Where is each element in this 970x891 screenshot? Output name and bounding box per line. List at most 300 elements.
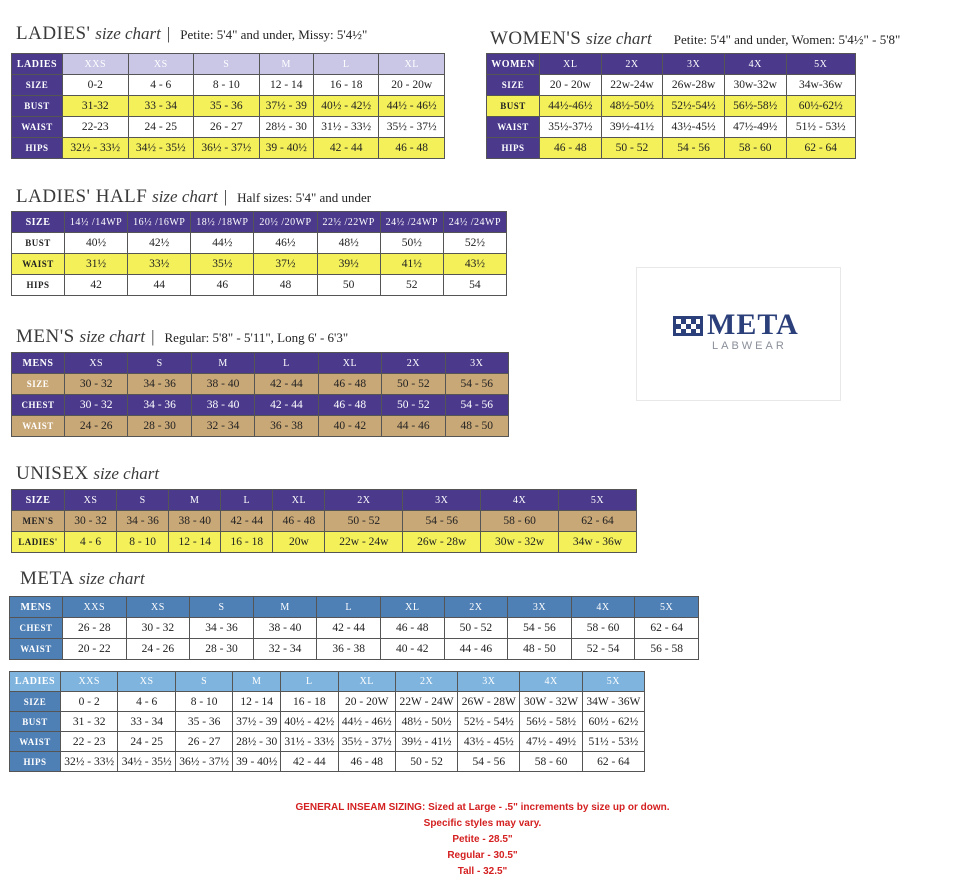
table-header-row [10, 672, 645, 692]
table-row [487, 138, 856, 159]
table-cell: 43½ - 45½ [458, 732, 520, 752]
half-sub: Half sizes: 5'4" and under [237, 190, 372, 205]
table-cell: 34 - 36 [117, 511, 169, 532]
table-row [12, 233, 507, 254]
table-cell: 42½ [128, 233, 191, 254]
footer-line-3: Petite - 28.5" [452, 834, 513, 845]
table-row [12, 138, 445, 159]
column-header: XS [126, 597, 190, 618]
row-label: WAIST [10, 639, 63, 660]
column-header: 22½ /22WP [317, 212, 380, 233]
table-cell: 46½ [254, 233, 317, 254]
table-cell: 16 - 18 [281, 692, 338, 712]
table-header-row [12, 212, 507, 233]
table-cell: 44 - 46 [444, 639, 508, 660]
table-row [10, 618, 699, 639]
table-cell: 52 - 54 [571, 639, 635, 660]
table-cell: 54 - 56 [508, 618, 572, 639]
table-row [10, 732, 645, 752]
half-title: LADIES' HALF [16, 186, 148, 207]
column-header: 16½ /16WP [128, 212, 191, 233]
table-cell: 62 - 64 [635, 618, 699, 639]
footer-line-5: Tall - 32.5" [457, 866, 508, 877]
table-cell: 42 - 44 [317, 618, 381, 639]
column-header: 3X [663, 54, 725, 75]
column-header: M [233, 672, 281, 692]
row-label: SIZE [12, 75, 63, 96]
column-header: XXS [61, 672, 118, 692]
table-cell: 31-32 [63, 96, 129, 117]
table-cell: 20 - 20W [338, 692, 395, 712]
table-cell: 44 - 46 [382, 416, 445, 437]
row-label: SIZE [10, 692, 61, 712]
column-header: 20½ /20WP [254, 212, 317, 233]
table-cell: 34 - 36 [128, 374, 191, 395]
table-cell: 26 - 27 [175, 732, 232, 752]
table-cell: 42 - 44 [281, 752, 338, 772]
table-cell: 38 - 40 [191, 374, 254, 395]
table-cell: 20 - 22 [63, 639, 127, 660]
table-row [12, 117, 445, 138]
column-header: 4X [520, 672, 582, 692]
row-label: LADIES' [12, 532, 65, 553]
row-label: HIPS [487, 138, 540, 159]
table-cell: 0 - 2 [61, 692, 118, 712]
table-cell: 48½ [317, 233, 380, 254]
table-cell: 50 - 52 [382, 395, 445, 416]
table-cell: 41½ [380, 254, 443, 275]
table-cell: 36 - 38 [255, 416, 318, 437]
row-label: WAIST [487, 117, 540, 138]
table-cell: 24 - 26 [126, 639, 190, 660]
row-label: MENS [12, 353, 65, 374]
table-cell: 51½ - 53½ [786, 117, 856, 138]
men-italic: size chart [79, 327, 146, 346]
table-cell: 39 - 40½ [233, 752, 281, 772]
table-cell: 30 - 32 [65, 395, 128, 416]
table-cell: 22w-24w [601, 75, 663, 96]
column-header: M [259, 54, 313, 75]
table-cell: 62 - 64 [559, 511, 637, 532]
table-header-row [12, 490, 637, 511]
table-cell: 32½ - 33½ [61, 752, 118, 772]
table-cell: 48 [254, 275, 317, 296]
table-cell: 36½ - 37½ [175, 752, 232, 772]
column-header: XXS [63, 54, 129, 75]
row-label: BUST [12, 233, 65, 254]
column-header: L [221, 490, 273, 511]
table-cell: 35½-37½ [540, 117, 602, 138]
table-row [12, 511, 637, 532]
table-row [12, 254, 507, 275]
table-cell: 30 - 32 [126, 618, 190, 639]
half-italic: size chart [152, 187, 218, 206]
table-row [12, 75, 445, 96]
table-cell: 34w-36w [786, 75, 856, 96]
table-row [10, 639, 699, 660]
table-row [10, 712, 645, 732]
ladies-size-table [11, 53, 445, 159]
table-cell: 37½ - 39 [259, 96, 313, 117]
table-cell: 35½ - 37½ [379, 117, 445, 138]
table-cell: 50 [317, 275, 380, 296]
unisex-italic: size chart [93, 464, 160, 483]
column-header: 4X [724, 54, 786, 75]
row-label: BUST [12, 96, 63, 117]
table-cell: 35 - 36 [194, 96, 260, 117]
table-cell: 20w [273, 532, 325, 553]
table-cell: 52½-54½ [663, 96, 725, 117]
table-cell: 28½ - 30 [259, 117, 313, 138]
row-label: WAIST [10, 732, 61, 752]
unisex-size-table [11, 489, 637, 553]
column-header: S [175, 672, 232, 692]
table-cell: 58 - 60 [724, 138, 786, 159]
ladies-italic: size chart [95, 24, 161, 43]
column-header: S [117, 490, 169, 511]
column-header: 14½ /14WP [65, 212, 128, 233]
table-cell: 56 - 58 [635, 639, 699, 660]
table-row [10, 752, 645, 772]
table-header-row [10, 597, 699, 618]
column-header: L [313, 54, 379, 75]
row-label: BUST [487, 96, 540, 117]
meta-mens-table [9, 596, 699, 660]
table-cell: 50 - 52 [325, 511, 403, 532]
table-cell: 30 - 32 [65, 511, 117, 532]
table-cell: 51½ - 53½ [582, 732, 644, 752]
table-cell: 42 [65, 275, 128, 296]
table-cell: 42 - 44 [255, 395, 318, 416]
column-header: XS [128, 54, 194, 75]
table-cell: 30W - 32W [520, 692, 582, 712]
column-header: M [253, 597, 317, 618]
table-cell: 35 - 36 [175, 712, 232, 732]
table-cell: 30w - 32w [481, 532, 559, 553]
table-cell: 32 - 34 [191, 416, 254, 437]
column-header: 3X [445, 353, 508, 374]
table-cell: 62 - 64 [582, 752, 644, 772]
table-cell: 52 [380, 275, 443, 296]
row-label: LADIES [10, 672, 61, 692]
column-header: 2X [395, 672, 457, 692]
table-cell: 8 - 10 [194, 75, 260, 96]
table-row [12, 275, 507, 296]
table-cell: 42 - 44 [313, 138, 379, 159]
column-header: M [191, 353, 254, 374]
men-sub: Regular: 5'8" - 5'11", Long 6' - 6'3" [164, 330, 349, 345]
table-cell: 48½-50½ [601, 96, 663, 117]
table-cell: 40 - 42 [318, 416, 381, 437]
logo-brand: META [707, 308, 799, 341]
ladies-sub: Petite: 5'4" and under, Missy: 5'4½" [180, 27, 368, 42]
table-row [10, 692, 645, 712]
table-cell: 34 - 36 [128, 395, 191, 416]
column-header: XS [118, 672, 175, 692]
table-cell: 28½ - 30 [233, 732, 281, 752]
table-cell: 31½ [65, 254, 128, 275]
table-cell: 46 - 48 [318, 374, 381, 395]
table-cell: 48½ - 50½ [395, 712, 457, 732]
half-size-table [11, 211, 507, 296]
column-header: 24½ /24WP [380, 212, 443, 233]
row-label: MENS [10, 597, 63, 618]
table-cell: 52½ [443, 233, 506, 254]
row-label: CHEST [12, 395, 65, 416]
table-cell: 20 - 20w [540, 75, 602, 96]
column-header: 2X [382, 353, 445, 374]
column-header: XL [380, 597, 444, 618]
column-header: XS [65, 490, 117, 511]
table-cell: 42 - 44 [255, 374, 318, 395]
column-header: 18½ /18WP [191, 212, 254, 233]
table-cell: 43½ [443, 254, 506, 275]
row-label: SIZE [12, 212, 65, 233]
table-cell: 37½ - 39 [233, 712, 281, 732]
women-italic: size chart [586, 29, 652, 48]
table-cell: 35½ [191, 254, 254, 275]
column-header: XL [318, 353, 381, 374]
column-header: S [128, 353, 191, 374]
table-cell: 54 [443, 275, 506, 296]
table-cell: 8 - 10 [175, 692, 232, 712]
table-cell: 48 - 50 [508, 639, 572, 660]
table-cell: 12 - 14 [169, 532, 221, 553]
table-cell: 30 - 32 [65, 374, 128, 395]
table-cell: 36 - 38 [317, 639, 381, 660]
table-cell: 31½ - 33½ [281, 732, 338, 752]
table-cell: 0-2 [63, 75, 129, 96]
table-cell: 46 - 48 [273, 511, 325, 532]
table-cell: 26 - 28 [63, 618, 127, 639]
table-cell: 44½ [191, 233, 254, 254]
column-header: L [255, 353, 318, 374]
table-cell: 44½-46½ [540, 96, 602, 117]
table-row [12, 96, 445, 117]
table-cell: 28 - 30 [128, 416, 191, 437]
row-label: SIZE [12, 374, 65, 395]
table-cell: 35½ - 37½ [338, 732, 395, 752]
column-header: 2X [601, 54, 663, 75]
table-cell: 8 - 10 [117, 532, 169, 553]
column-header: 4X [571, 597, 635, 618]
table-cell: 44 [128, 275, 191, 296]
table-cell: 38 - 40 [191, 395, 254, 416]
table-cell: 54 - 56 [663, 138, 725, 159]
table-cell: 39 - 40½ [259, 138, 313, 159]
table-cell: 31½ - 33½ [313, 117, 379, 138]
table-cell: 39½ - 41½ [395, 732, 457, 752]
row-label: SIZE [487, 75, 540, 96]
table-cell: 54 - 56 [445, 374, 508, 395]
table-header-row [12, 54, 445, 75]
table-cell: 4 - 6 [128, 75, 194, 96]
column-header: XS [65, 353, 128, 374]
table-cell: 40½ - 42½ [313, 96, 379, 117]
column-header: 24½ /24WP [443, 212, 506, 233]
table-cell: 50½ [380, 233, 443, 254]
meta-ladies-table [9, 671, 645, 772]
table-cell: 30w-32w [724, 75, 786, 96]
meta-italic: size chart [79, 569, 145, 588]
column-header: 2X [444, 597, 508, 618]
table-cell: 47½ - 49½ [520, 732, 582, 752]
meta-title: META [20, 568, 75, 589]
table-cell: 40 - 42 [380, 639, 444, 660]
table-cell: 22-23 [63, 117, 129, 138]
footer-line-1: GENERAL INSEAM SIZING: Sized at Large - .5" increments by size up or down. [295, 802, 670, 813]
table-cell: 42 - 44 [221, 511, 273, 532]
table-cell: 34w - 36w [559, 532, 637, 553]
row-label: HIPS [12, 138, 63, 159]
table-cell: 58 - 60 [481, 511, 559, 532]
column-header: M [169, 490, 221, 511]
table-cell: 37½ [254, 254, 317, 275]
meta-labwear-logo [636, 267, 841, 401]
table-cell: 50 - 52 [395, 752, 457, 772]
table-cell: 34½ - 35½ [128, 138, 194, 159]
table-cell: 36½ - 37½ [194, 138, 260, 159]
row-label: SIZE [12, 490, 65, 511]
column-header: S [194, 54, 260, 75]
women-heading [490, 27, 900, 51]
logo-tagline: LABWEAR [712, 340, 787, 352]
table-row [12, 395, 509, 416]
table-cell: 26W - 28W [458, 692, 520, 712]
table-cell: 34 - 36 [190, 618, 254, 639]
women-size-table [486, 53, 856, 159]
table-cell: 60½-62½ [786, 96, 856, 117]
row-label: HIPS [12, 275, 65, 296]
table-cell: 33½ [128, 254, 191, 275]
table-cell: 56½-58½ [724, 96, 786, 117]
table-cell: 22w - 24w [325, 532, 403, 553]
table-row [487, 117, 856, 138]
table-cell: 28 - 30 [190, 639, 254, 660]
table-cell: 56½ - 58½ [520, 712, 582, 732]
table-cell: 54 - 56 [445, 395, 508, 416]
table-row [12, 374, 509, 395]
table-cell: 16 - 18 [221, 532, 273, 553]
row-label: WAIST [12, 117, 63, 138]
table-cell: 24 - 25 [128, 117, 194, 138]
men-heading: MEN'S size chart | Regular: 5'8" - 5'11", Long 6' - 6'3" [16, 326, 349, 347]
half-heading: LADIES' HALF size chart | Half sizes: 5'4" and under [16, 186, 372, 207]
men-size-table [11, 352, 509, 437]
table-cell: 20 - 20w [379, 75, 445, 96]
table-cell: 40½ - 42½ [281, 712, 338, 732]
column-header: XXS [63, 597, 127, 618]
table-cell: 32½ - 33½ [63, 138, 129, 159]
table-header-row [12, 353, 509, 374]
table-cell: 52½ - 54½ [458, 712, 520, 732]
column-header: XL [540, 54, 602, 75]
row-label: WAIST [12, 416, 65, 437]
row-label: CHEST [10, 618, 63, 639]
table-cell: 50 - 52 [444, 618, 508, 639]
footer-line-2: Specific styles may vary. [423, 818, 542, 829]
table-cell: 38 - 40 [253, 618, 317, 639]
column-header: L [317, 597, 381, 618]
ladies-heading: LADIES' size chart | Petite: 5'4" and under, Missy: 5'4½" [16, 23, 368, 44]
table-cell: 26 - 27 [194, 117, 260, 138]
table-cell: 46 - 48 [338, 752, 395, 772]
table-cell: 46 - 48 [380, 618, 444, 639]
table-row [487, 75, 856, 96]
column-header: S [190, 597, 254, 618]
table-cell: 60½ - 62½ [582, 712, 644, 732]
table-cell: 24 - 25 [118, 732, 175, 752]
table-cell: 50 - 52 [382, 374, 445, 395]
table-cell: 12 - 14 [259, 75, 313, 96]
column-header: 5X [582, 672, 644, 692]
column-header: 2X [325, 490, 403, 511]
column-header: 4X [481, 490, 559, 511]
table-cell: 34W - 36W [582, 692, 644, 712]
table-cell: 4 - 6 [118, 692, 175, 712]
column-header: XL [379, 54, 445, 75]
table-cell: 44½ - 46½ [338, 712, 395, 732]
row-label: MEN'S [12, 511, 65, 532]
table-row [487, 96, 856, 117]
table-cell: 44½ - 46½ [379, 96, 445, 117]
table-cell: 39½-41½ [601, 117, 663, 138]
table-cell: 48 - 50 [445, 416, 508, 437]
table-cell: 31 - 32 [61, 712, 118, 732]
column-header: 5X [786, 54, 856, 75]
column-header: 3X [403, 490, 481, 511]
table-cell: 33 - 34 [128, 96, 194, 117]
table-cell: 54 - 56 [458, 752, 520, 772]
table-cell: 34½ - 35½ [118, 752, 175, 772]
table-cell: 46 [191, 275, 254, 296]
table-cell: 16 - 18 [313, 75, 379, 96]
column-header: 3X [458, 672, 520, 692]
table-cell: 33 - 34 [118, 712, 175, 732]
row-label: WOMEN [487, 54, 540, 75]
column-header: 5X [635, 597, 699, 618]
table-cell: 58 - 60 [520, 752, 582, 772]
table-cell: 58 - 60 [571, 618, 635, 639]
table-row [12, 416, 509, 437]
table-cell: 4 - 6 [65, 532, 117, 553]
table-cell: 43½-45½ [663, 117, 725, 138]
table-row [12, 532, 637, 553]
table-cell: 54 - 56 [403, 511, 481, 532]
table-cell: 22W - 24W [395, 692, 457, 712]
table-cell: 62 - 64 [786, 138, 856, 159]
table-cell: 12 - 14 [233, 692, 281, 712]
meta-heading [20, 567, 145, 591]
unisex-heading [16, 462, 159, 486]
table-cell: 38 - 40 [169, 511, 221, 532]
table-cell: 46 - 48 [318, 395, 381, 416]
table-cell: 26w - 28w [403, 532, 481, 553]
women-sub: Petite: 5'4" and under, Women: 5'4½" - 5'8" [673, 32, 901, 47]
inseam-footer [200, 800, 765, 880]
column-header: XL [273, 490, 325, 511]
table-cell: 32 - 34 [253, 639, 317, 660]
table-cell: 50 - 52 [601, 138, 663, 159]
table-cell: 24 - 26 [65, 416, 128, 437]
table-cell: 39½ [317, 254, 380, 275]
row-label: BUST [10, 712, 61, 732]
women-title: WOMEN'S [490, 28, 582, 49]
table-cell: 22 - 23 [61, 732, 118, 752]
table-cell: 26w-28w [663, 75, 725, 96]
footer-line-4: Regular - 30.5" [447, 850, 518, 861]
table-cell: 40½ [65, 233, 128, 254]
